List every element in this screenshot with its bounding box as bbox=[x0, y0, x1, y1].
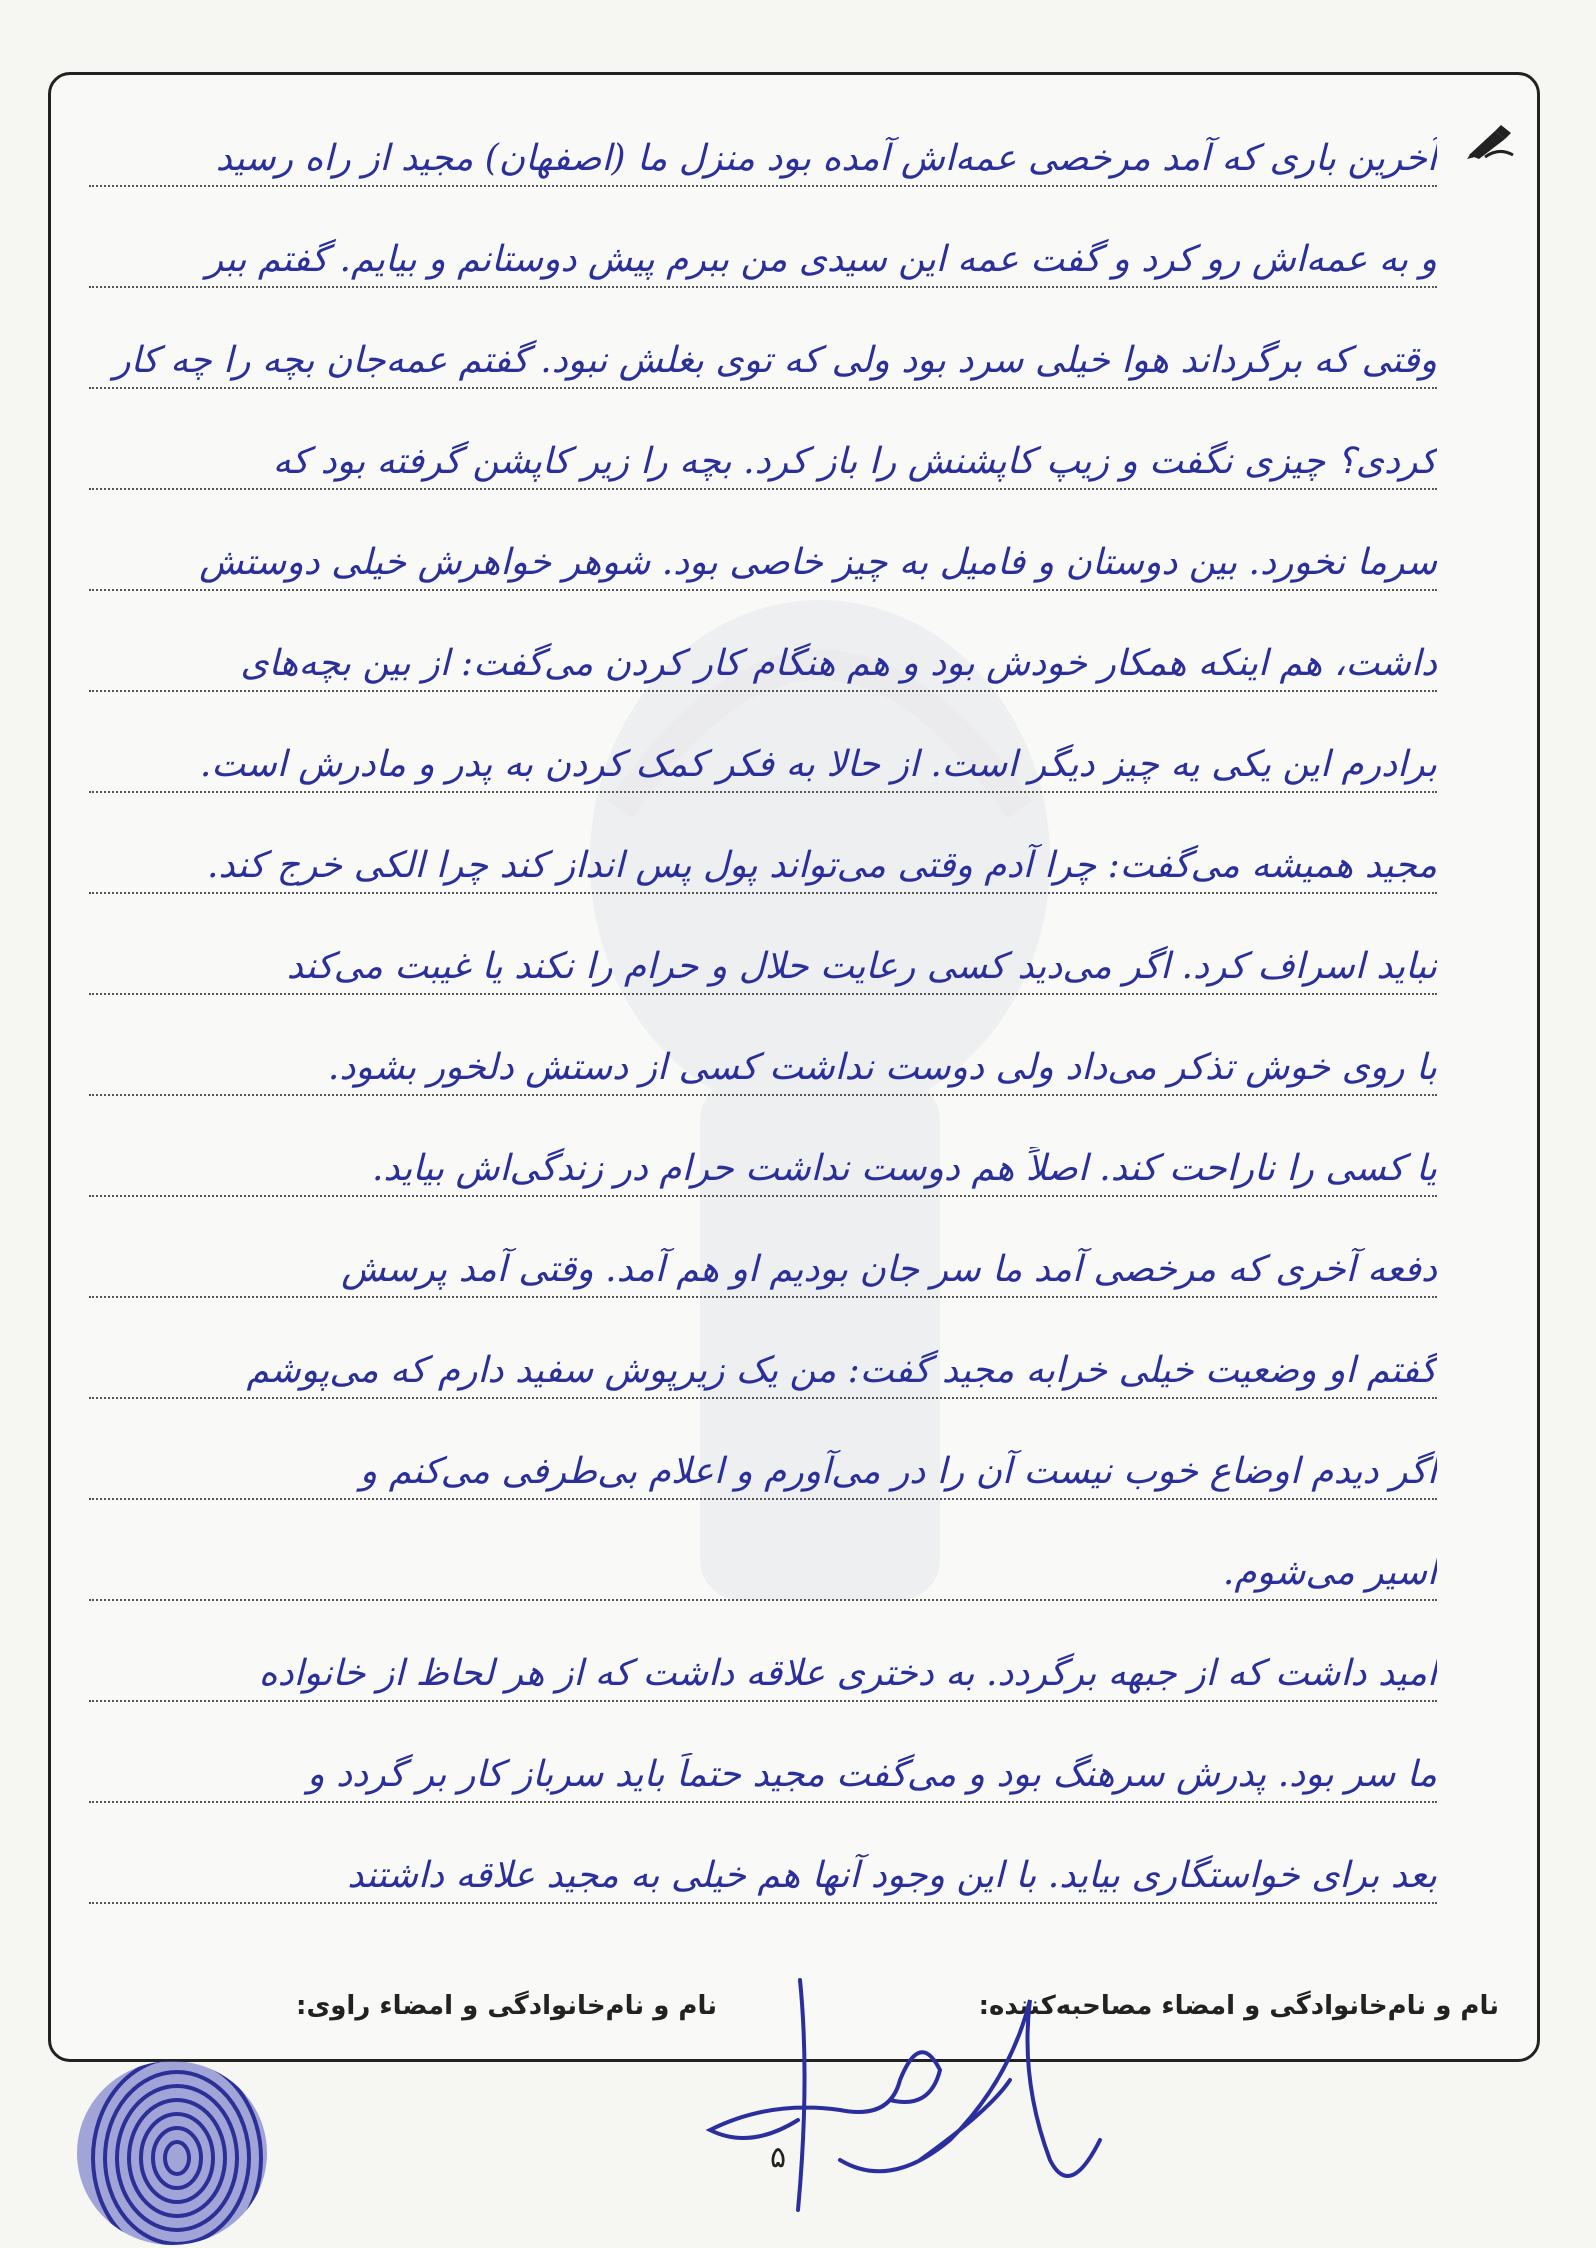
interviewer-signature-label: نام و نام‌خانوادگی و امضاء مصاحبه‌کننده: bbox=[978, 1991, 1499, 2021]
text-line bbox=[89, 691, 1437, 801]
text-line bbox=[89, 85, 1437, 195]
handwritten-line-text: آخرین باری که آمد مرخصی عمه‌اش آمده بود منزل ما (اصفهان) مجید از راه رسید bbox=[215, 138, 1437, 179]
text-line bbox=[89, 388, 1437, 498]
dotted-rule bbox=[89, 1902, 1437, 1904]
text-line bbox=[89, 1701, 1437, 1811]
handwritten-line-text: امید داشت که از جبهه برگردد. به دختری علاقه داشت که از هر لحاظ از خانواده bbox=[258, 1653, 1437, 1694]
text-line bbox=[89, 1398, 1437, 1508]
handwritten-line-text: گفتم او وضعیت خیلی خرابه مجید گفت: من یک زیرپوش سفید دارم که می‌پوشم bbox=[246, 1350, 1437, 1391]
text-line bbox=[89, 1196, 1437, 1306]
page-frame bbox=[48, 72, 1540, 2062]
text-line bbox=[89, 792, 1437, 902]
text-line bbox=[89, 1095, 1437, 1205]
handwritten-line-text: سرما نخورد. بین دوستان و فامیل به چیز خاصی بود. شوهر خواهرش خیلی دوستش bbox=[199, 542, 1437, 583]
narrator-signature-label: نام و نام‌خانوادگی و امضاء راوی: bbox=[296, 1991, 717, 2021]
text-line bbox=[89, 1499, 1437, 1609]
text-line bbox=[89, 489, 1437, 599]
pen-writing-icon bbox=[1465, 121, 1517, 161]
handwritten-line-text: دفعه آخری که مرخصی آمد ما سر جان بودیم او هم آمد. وقتی آمد پرسش bbox=[341, 1249, 1437, 1290]
handwritten-line-text: با روی خوش تذکر می‌داد ولی دوست نداشت کسی از دستش دلخور بشود. bbox=[327, 1047, 1437, 1088]
handwritten-line-text: وقتی که برگرداند هوا خیلی سرد بود ولی که توی بغلش نبود. گفتم عمه‌جان بچه را چه کار bbox=[113, 340, 1437, 381]
page-number: ۵ bbox=[770, 2140, 787, 2175]
fingerprint-stamp bbox=[62, 2048, 282, 2248]
handwritten-line-text: مجید همیشه می‌گفت: چرا آدم وقتی می‌تواند پول پس انداز کند چرا الکی خرج کند. bbox=[207, 845, 1437, 886]
handwritten-line-text: نباید اسراف کرد. اگر می‌دید کسی رعایت حلال و حرام را نکند یا غیبت می‌کند bbox=[286, 946, 1437, 987]
handwritten-line-text: بعد برای خواستگاری بیاید. با این وجود آنها هم خیلی به مجید علاقه داشتند bbox=[347, 1855, 1437, 1896]
text-line bbox=[89, 893, 1437, 1003]
handwritten-line-text: یا کسی را ناراحت کند. اصلاً هم دوست نداشت حرام در زندگی‌اش بیاید. bbox=[371, 1148, 1437, 1189]
handwritten-line-text: کردی؟ چیزی نگفت و زیپ کاپشنش را باز کرد. بچه را زیر کاپشن گرفته بود که bbox=[272, 441, 1437, 482]
handwritten-line-text: برادرم این یکی یه چیز دیگر است. از حالا به فکر کمک کردن به پدر و مادرش است. bbox=[199, 744, 1437, 785]
text-line bbox=[89, 590, 1437, 700]
text-line bbox=[89, 1297, 1437, 1407]
text-line bbox=[89, 994, 1437, 1104]
handwritten-line-text: و به عمه‌اش رو کرد و گفت عمه این سیدی من ببرم پیش دوستانم و بیایم. گفتم ببر bbox=[205, 239, 1437, 280]
text-line bbox=[89, 1802, 1437, 1912]
handwritten-line-text: داشت، هم اینکه همکار خودش بود و هم هنگام کار کردن می‌گفت: از بین بچه‌های bbox=[240, 643, 1437, 684]
handwritten-line-text: اسیر می‌شوم. bbox=[1222, 1552, 1437, 1593]
handwritten-line-text: اگر دیدم اوضاع خوب نیست آن را در می‌آورم و اعلام بی‌طرفی می‌کنم و bbox=[359, 1451, 1437, 1492]
text-line bbox=[89, 287, 1437, 397]
handwritten-signature bbox=[690, 1960, 1250, 2230]
text-line bbox=[89, 1600, 1437, 1710]
text-line bbox=[89, 186, 1437, 296]
handwritten-line-text: ما سر بود. پدرش سرهنگ بود و می‌گفت مجید حتماً باید سرباز کار بر گردد و bbox=[307, 1754, 1437, 1795]
